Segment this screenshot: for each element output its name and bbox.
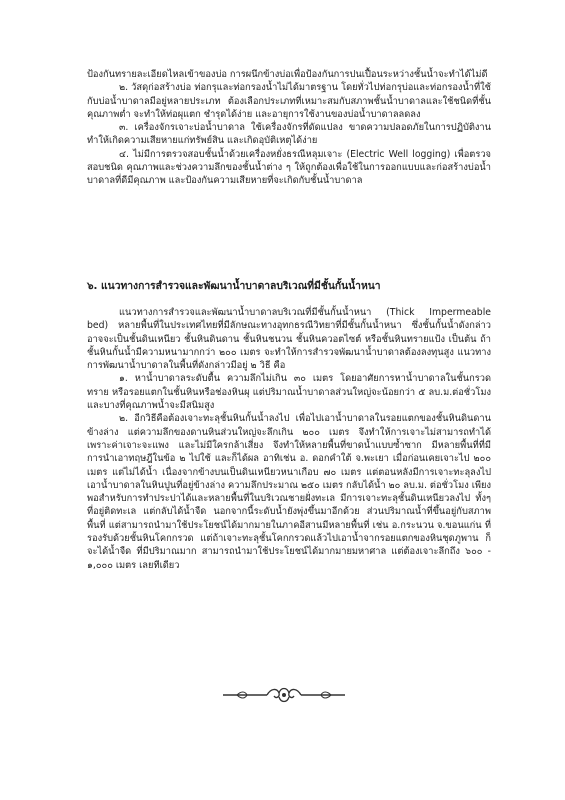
method-1-paragraph: ๑. หาน้ำบาดาลระดับตื้น ความลึกไม่เกิน ๓๐ เมตร โดยอาศัยการหาน้ำบาดาลในชั้นกรวดทราย หรือรอยแตกในชั้นหินหรือช่องหินผุ แต่ปริมาณน้ำบาดาลส่วนใหญ่จะน้อยกว่า ๕ ลบ.ม.ต่อชั่วโมงและบางที่คุณภาพน้ำจะมีสนิมสูง [87, 373, 491, 412]
ornament-divider-icon [219, 684, 349, 706]
section-6-body [87, 306, 491, 572]
section-6-intro: แนวทางการสำรวจและพัฒนาน้ำบาดาลบริเวณที่มีชั้นกั้นน้ำหนา (Thick Impermeable bed) หลายพื้นที่ในประเทศไทยที่มีลักษณะทางอุทกธรณีวิทยาที่มีชั้นกั้นน้ำหนา ซึ่งชั้นกั้นน้ำดังกล่าวอาจจะเป็นชั้นดินเหนียว ชั้นหินดินดาน ชั้นหินชนวน ชั้นหินควอตไซต์ หรือชั้นหินทรายแป้ง เป็นต้น ถ้าชั้นหินกั้นน้ำมีความหนามากกว่า ๒๐๐ เมตร จะทำให้การสำรวจพัฒนาน้ำบาดาลต้องลงทุนสูง แนวทางการพัฒนาน้ำบาดาลในพื้นที่ดังกล่าวมีอยู่ ๒ วิธี คือ [87, 307, 491, 372]
section-6-heading: ๖. แนวทางการสำรวจและพัฒนาน้ำบาดาลบริเวณที่มีชั้นกั้นน้ำหนา [87, 280, 381, 292]
method-2-paragraph: ๒. อีกวิธีคือต้องเจาะทะลุชั้นหินกั้นน้ำลงไป เพื่อไปเอาน้ำบาดาลในรอยแตกของชั้นหินดินดานข้างล่าง แต่ความลึกของดานหินส่วนใหญ่จะลึกเกิน ๒๐๐ เมตร จึงทำให้การเจาะไม่สามารถทำได้ เพราะค่าเจาะจะแพง และไม่มีใครกล้าเสี่ยง จึงทำให้หลายพื้นที่ขาดน้ำแบบซ้ำซาก มีหลายพื้นที่ที่มีการนำเอาทฤษฎีในข้อ ๒ ไปใช้ และก็ได้ผล อาทิเช่น อ. ดอกคำใต้ จ.พะเยา เมื่อก่อนเคยเจาะไป ๒๐๐ เมตร แต่ไม่ได้น้ำ เนื่องจากข้างบนเป็นดินเหนียวหนาเกือบ ๗๐ เมตร แต่ตอนหลังมีการเจาะทะลุลงไปเอาน้ำบาดาลในหินปูนที่อยู่ข้างล่าง ความลึกประมาณ ๒๕๐ เมตร กลับได้น้ำ ๒๐ ลบ.ม. ต่อชั่วโมง เพียงพอสำหรับการทำประปาได้และหลายพื้นที่ในบริเวณชายฝั่งทะเล มีการเจาะทะลุชั้นดินเหนียวลงไป ทั้งๆ ที่อยู่ติดทะเล แต่กลับได้น้ำจืด นอกจากนี้ระดับน้ำยังพุ่งขึ้นมาอีกด้วย ส่วนปริมาณน้ำที่ขึ้นอยู่กับสภาพพื้นที่ แต่สามารถนำมาใช้ประโยชน์ได้มากมายในภาคอีสานมีหลายพื้นที่ เช่น อ.กระนวน จ.ขอนแก่น ที่รองรับด้วยชั้นหินโคกกรวด แต่ถ้าเจาะทะลุชั้นโคกกรวดแล้วไปเอาน้ำจากรอยแตกของหินชุดภูพาน ก็จะได้น้ำจืด ที่มีปริมาณมาก สามารถนำมาใช้ประโยชน์ได้มากมายมหาศาล แต่ต้องเจาะลึกถึง ๖๐๐ - ๑,๐๐๐ เมตร เลยทีเดียว [87, 413, 491, 571]
section-5-continuation [87, 68, 491, 188]
item-3-paragraph: ๓. เครื่องจักรเจาะบ่อน้ำบาดาล ใช้เครื่องจักรที่ดัดแปลง ขาดความปลอดภัยในการปฏิบัติงาน ทำให้เกิดความเสียหายแก่ทรัพย์สิน และเกิดอุบัติเหตุได้ง่าย [87, 122, 491, 147]
paragraph-continued: ป้องกันทรายละเอียดไหลเข้าของบ่อ การผนึกข้างบ่อเพื่อป้องกันการปนเปื้อนระหว่างชั้นน้ำจะทำได้ไม่ดี [87, 69, 488, 80]
item-4-paragraph: ๔. ไม่มีการตรวจสอบชั้นน้ำด้วยเครื่องหยั่งธรณีหลุมเจาะ (Electric Well logging) เพื่อตรวจสอบชนิด คุณภาพและช่วงความลึกของชั้นน้ำต่าง ๆ ให้ถูกต้องเพื่อใช้ในการออกแบบและก่อสร้างบ่อน้ำบาดาลที่ดีมีคุณภาพ และป้องกันความเสียหายที่จะเกิดกับชั้นน้ำบาดาล [87, 148, 491, 187]
item-2-paragraph: ๒. วัสดุก่อสร้างบ่อ ท่อกรุและท่อกรองน้ำไม่ได้มาตรฐาน โดยทั่วไปท่อกรุบ่อและท่อกรองน้ำที่ใช้กับบ่อน้ำบาดาลมีอยู่หลายประเภท ต้องเลือกประเภทที่เหมาะสมกับสภาพชั้นน้ำบาดาลและใช้ชนิดที่ชั้นคุณภาพต่ำ จะทำให้ท่อผุแตก ชำรุดได้ง่าย และอายุการใช้งานของบ่อน้ำบาดาลลดลง [87, 82, 491, 120]
